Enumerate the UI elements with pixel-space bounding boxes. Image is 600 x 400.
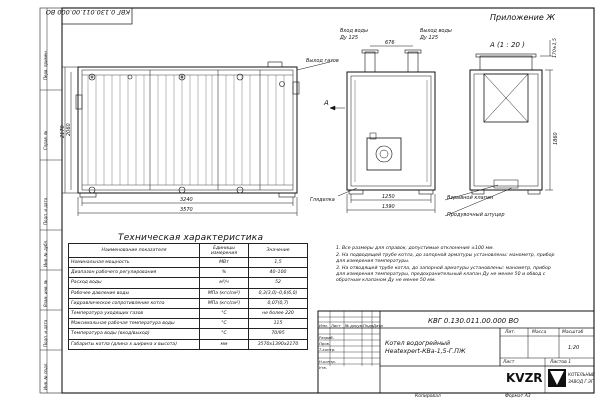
label-view-a: А (1 : 20 ): [490, 41, 525, 49]
spec-header-value: Значение: [249, 244, 308, 258]
side-stamp-sprav: Справ. №: [43, 130, 48, 150]
stamp-name-line2: Heatexpert-КВа-1,5-Г.ПЖ: [385, 348, 466, 355]
notes-block: [336, 246, 556, 285]
dim-1390: 1390: [382, 204, 395, 210]
label-water-out: Выход воды: [420, 28, 452, 34]
spec-cell-unit: мм: [200, 339, 249, 349]
appendix-label: Приложение Ж: [490, 13, 555, 22]
spec-row: [69, 319, 308, 329]
spec-header-name: Наименование показателя: [69, 244, 200, 258]
spec-cell-value: 52: [249, 278, 308, 288]
stamp-scale: Масштаб: [562, 330, 584, 335]
stamp-lit: Лит.: [505, 330, 516, 335]
stamp-row-izm: Изм.: [319, 323, 328, 328]
spec-cell-unit: МВт: [200, 258, 249, 268]
side-stamp-inv-podl: Инв. № подл.: [43, 362, 48, 390]
spec-cell-unit: %: [200, 268, 249, 278]
label-drain: Продувочный штуцер: [447, 212, 505, 218]
spec-cell-unit: °С: [200, 319, 249, 329]
dim-1860: 1860: [553, 132, 559, 145]
stamp-row-nkontr: Н.контр.: [319, 359, 336, 364]
dim-3570: 3570: [180, 207, 193, 213]
spec-cell-unit: °С: [200, 329, 249, 339]
note-1: 1. Все размеры для справок, допустимые отклонения ±100 мм.: [336, 246, 495, 251]
stamp-row-razrab: Разраб.: [319, 335, 334, 340]
stamp-col-doc: № докум.: [345, 323, 364, 328]
label-arrow-a: А: [324, 99, 329, 107]
rotated-document-code: КВГ 0.130.011.00.000 ВО: [45, 8, 130, 16]
stamp-row-utv: Утв.: [319, 365, 327, 370]
side-stamp-podp1: Подп. и дата: [43, 197, 48, 225]
dim-2060: 2060: [66, 123, 72, 136]
spec-cell-name: Температура уходящих газов: [69, 308, 200, 318]
side-stamp-podp2: Подп. и дата: [43, 319, 48, 347]
side-view: [347, 50, 435, 194]
spec-row: [69, 258, 308, 268]
spec-cell-name: Номинальная мощность: [69, 258, 200, 268]
stamp-document-code: КВГ 0.130.011.00.000 ВО: [428, 317, 519, 325]
spec-cell-value: 3570х1390х2170: [249, 339, 308, 349]
stamp-row-tkontr: Т.контр.: [319, 347, 336, 352]
spec-title: Техническая характеристика: [118, 233, 264, 243]
spec-cell-name: Расход воды: [69, 278, 200, 288]
spec-cell-value: 0,07(0,7): [249, 298, 308, 308]
stamp-col-date: Дата: [373, 323, 383, 328]
spec-header-unit: Единицы измерения: [200, 244, 249, 258]
spec-cell-value: не более 220: [249, 308, 308, 318]
dim-170: 170±1,5: [553, 38, 558, 58]
spec-cell-name: Температура воды (вход/выход): [69, 329, 200, 339]
spec-cell-name: Диапазон рабочего регулирования: [69, 268, 200, 278]
dim-1250: 1250: [382, 194, 395, 200]
label-water-in: Вход воды: [340, 28, 368, 34]
label-du125-in: Ду 125: [340, 35, 358, 41]
stamp-name-line1: Котел водогрейный: [385, 340, 450, 347]
note-2: 2. На подводящей трубе котла, до запорной арматуры установлены: манометр, прибор для измерения температуры.: [336, 253, 555, 264]
stamp-logo-text: KVZR: [506, 371, 543, 385]
label-glazed: Гляделка: [310, 197, 335, 203]
spec-cell-value: 0,3(3,0)–0,6(6,0): [249, 288, 308, 298]
spec-cell-name: Габариты котла (длина х ширина х высота): [69, 339, 200, 349]
spec-header-row: [69, 244, 308, 258]
spec-cell-unit: °С: [200, 308, 249, 318]
spec-row: [69, 278, 308, 288]
stamp-col-list: Лист: [331, 323, 341, 328]
stamp-company-line2: ЗАВОД Г.ЭГ: [568, 379, 594, 384]
dim-3240: 3240: [180, 197, 193, 203]
front-view: [76, 62, 299, 197]
spec-row: [69, 329, 308, 339]
spec-cell-unit: м³/ч: [200, 278, 249, 288]
spec-cell-name: Максимальная рабочая температура воды: [69, 319, 200, 329]
dim-2170: 2170: [60, 125, 66, 138]
stamp-mass: Масса: [532, 330, 547, 335]
spec-row: [69, 308, 308, 318]
spec-cell-value: 70/95: [249, 329, 308, 339]
spec-cell-unit: МПа (кгс/см²): [200, 298, 249, 308]
spec-table: [68, 243, 308, 350]
spec-row: [69, 288, 308, 298]
stamp-product-name: [385, 340, 466, 356]
side-stamp-perv: Перв. примен.: [43, 49, 48, 80]
spec-cell-name: Гидравлическое сопротивление котла: [69, 298, 200, 308]
spec-row: [69, 298, 308, 308]
spec-cell-name: Рабочее давление воды: [69, 288, 200, 298]
dim-676: 676: [385, 40, 395, 46]
side-stamp-inv-dubl: Инв. № дубл.: [43, 239, 48, 267]
spec-cell-value: 40–100: [249, 268, 308, 278]
label-du125-out: Ду 125: [420, 35, 438, 41]
stamp-sheet: Лист: [503, 360, 515, 365]
spec-row: [69, 339, 308, 349]
note-3: 3. На отводящей трубе котла, до запорной арматуры установлены: манометр, прибор для измерения температуры, предохранительный клапан Ду не менее 50 и обвод с обратным клапаном Ду не менее 50 мм.: [336, 266, 551, 283]
stamp-col-sign: Подп.: [363, 323, 375, 328]
spec-cell-value: 115: [249, 319, 308, 329]
stamp-scale-value: 1:20: [568, 345, 580, 351]
side-stamp-vzam: Взам. инв. №: [43, 279, 48, 307]
stamp-format: Формат А3: [505, 394, 531, 399]
stamp-row-prov: Пров.: [319, 341, 331, 346]
label-explosion-valve: Взрывной клапан: [447, 195, 494, 201]
label-gas-out: Выход газов: [306, 58, 339, 64]
stamp-company-line1: КОТЕЛЬНЫЕ: [568, 372, 595, 377]
spec-cell-unit: МПа (кгс/см²): [200, 288, 249, 298]
stamp-sheets: Листов 1: [550, 360, 572, 365]
spec-row: [69, 268, 308, 278]
stamp-copied: Копировал: [415, 394, 441, 399]
view-a: [470, 54, 542, 194]
spec-cell-value: 1,5: [249, 258, 308, 268]
